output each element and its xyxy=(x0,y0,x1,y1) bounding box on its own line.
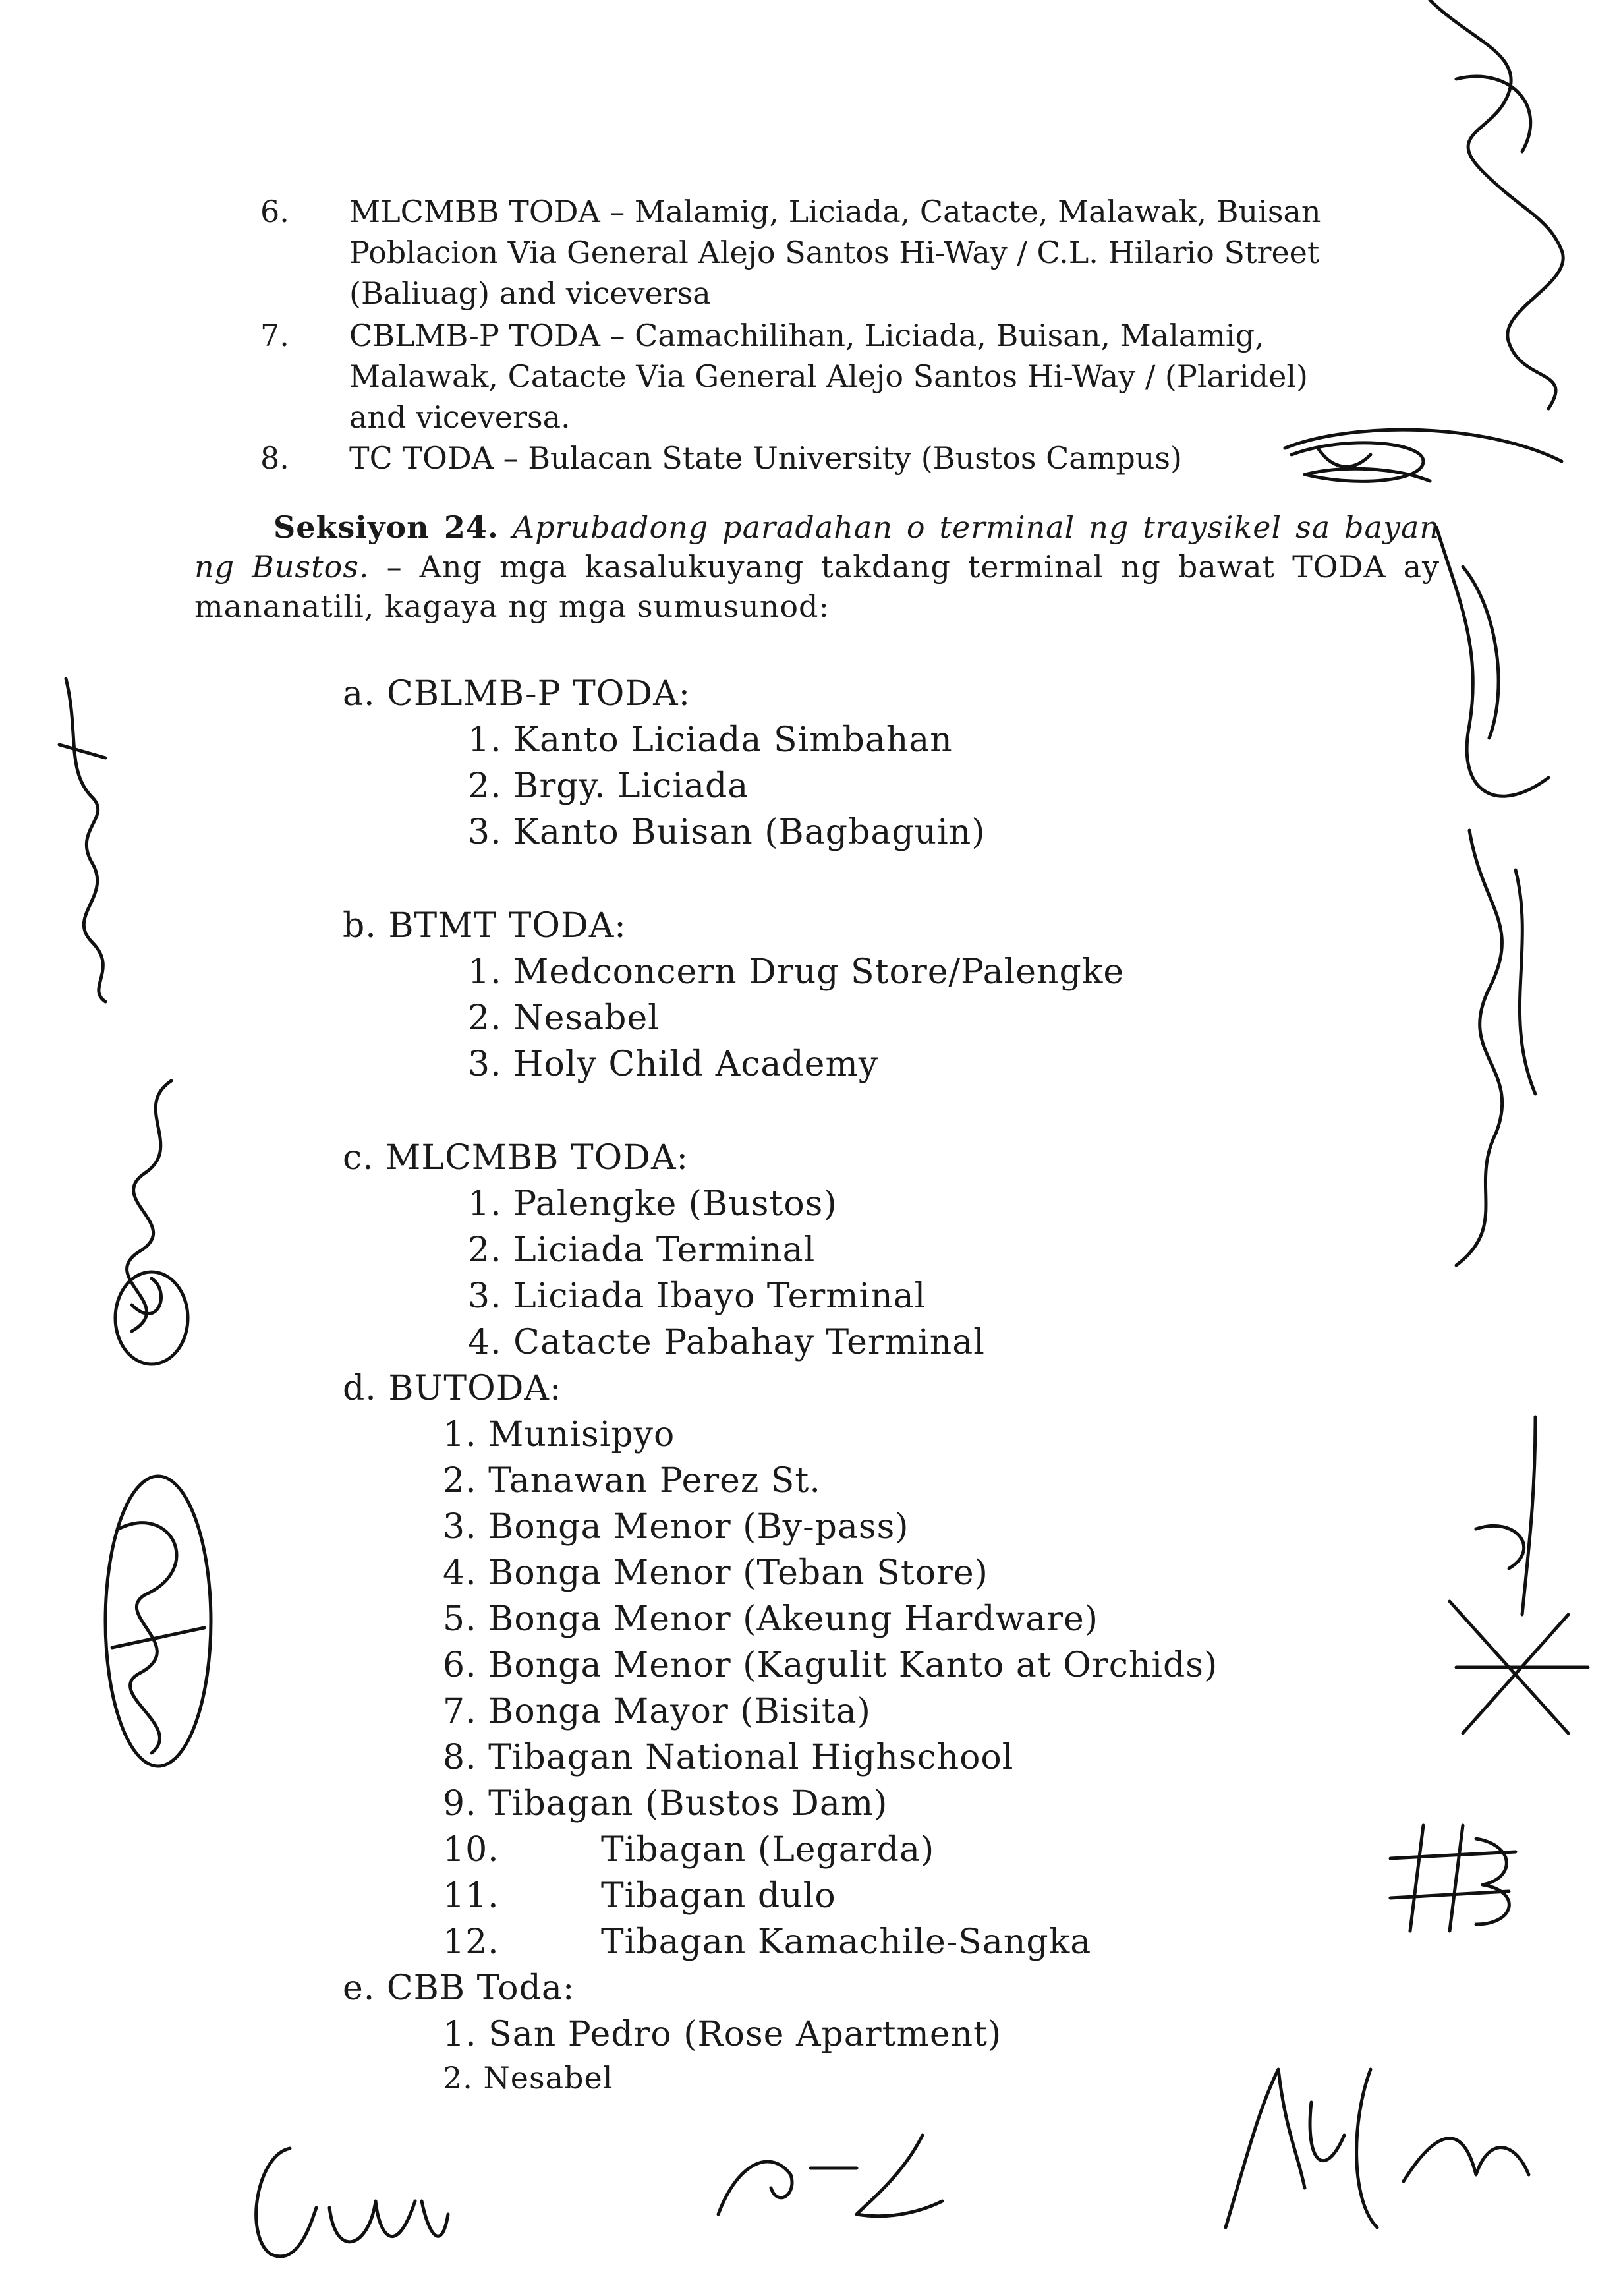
route-line: Malawak, Catacte Via General Alejo Santos Hi-Way / (Plaridel) xyxy=(349,359,1308,394)
terminal-item: 2. Liciada Terminal xyxy=(468,1230,816,1270)
terminal-item: 12. Tibagan Kamachile-Sangka xyxy=(443,1922,1092,1962)
terminal-item: 2. Nesabel xyxy=(443,2060,613,2096)
route-number: 8. xyxy=(260,440,289,476)
terminal-item: 9. Tibagan (Bustos Dam) xyxy=(443,1784,888,1823)
toda-heading: d. BUTODA: xyxy=(343,1369,562,1408)
signature-right-loop xyxy=(1292,428,1436,507)
signature-right-hash xyxy=(1384,1812,1529,1944)
signature-bottom-center xyxy=(712,2122,949,2227)
terminal-item: 8. Tibagan National Highschool xyxy=(443,1738,1014,1777)
signature-left-top xyxy=(53,666,132,1008)
route-line: and viceversa. xyxy=(349,399,571,435)
signature-right-middle xyxy=(1417,514,1588,830)
terminal-item: 5. Bonga Menor (Akeung Hardware) xyxy=(443,1599,1099,1639)
toda-heading: c. MLCMBB TODA: xyxy=(343,1138,689,1178)
route-number: 6. xyxy=(260,194,289,229)
terminal-item: 11. Tibagan dulo xyxy=(443,1876,836,1916)
route-line: MLCMBB TODA – Malamig, Liciada, Catacte, Malawak, Buisan xyxy=(349,194,1321,229)
route-item-7 xyxy=(260,315,1440,440)
route-item-6 xyxy=(260,191,1440,316)
toda-heading: b. BTMT TODA: xyxy=(343,906,627,946)
terminal-item: 3. Kanto Buisan (Bagbaguin) xyxy=(468,813,986,852)
terminal-item: 10. Tibagan (Legarda) xyxy=(443,1830,935,1870)
route-line: CBLMB-P TODA – Camachilihan, Liciada, Buisan, Malamig, xyxy=(349,318,1264,353)
toda-heading: a. CBLMB-P TODA: xyxy=(343,674,691,714)
terminal-item: 1. Munisipyo xyxy=(443,1415,675,1454)
terminal-item: 2. Nesabel xyxy=(468,998,660,1038)
terminal-item: 3. Liciada Ibayo Terminal xyxy=(468,1277,926,1316)
toda-heading: e. CBB Toda: xyxy=(343,1968,575,2008)
signature-left-middle xyxy=(92,1068,211,1371)
signature-right-vertical xyxy=(1430,817,1588,1278)
section-body: – Ang mga kasalukuyang takdang terminal ng bawat TODA ay mananatili, kagaya ng mga sumusunod: xyxy=(194,549,1440,624)
section-24-paragraph xyxy=(194,507,1440,626)
terminal-item: 4. Bonga Menor (Teban Store) xyxy=(443,1553,988,1593)
terminal-item: 6. Bonga Menor (Kagulit Kanto at Orchids) xyxy=(443,1646,1218,1685)
route-number: 7. xyxy=(260,318,289,353)
terminal-item: 7. Bonga Mayor (Bisita) xyxy=(443,1692,871,1731)
route-line: TC TODA – Bulacan State University (Bustos Campus) xyxy=(349,440,1182,476)
terminal-item: 1. Palengke (Bustos) xyxy=(468,1184,838,1224)
route-item-8 xyxy=(260,438,1440,480)
route-line: Poblacion Via General Alejo Santos Hi-Way / C.L. Hilario Street xyxy=(349,235,1320,270)
terminal-item: 1. Medconcern Drug Store/Palengke xyxy=(468,952,1125,992)
route-line: (Baliuag) and viceversa xyxy=(349,275,711,311)
terminal-item: 1. San Pedro (Rose Apartment) xyxy=(443,2015,1002,2054)
signature-bottom-left xyxy=(244,2129,468,2274)
section-number: Seksiyon 24. xyxy=(273,509,499,545)
terminal-item: 2. Brgy. Liciada xyxy=(468,766,749,806)
terminal-item: 3. Bonga Menor (By-pass) xyxy=(443,1507,909,1547)
terminal-item: 1. Kanto Liciada Simbahan xyxy=(468,720,953,760)
terminal-item: 4. Catacte Pabahay Terminal xyxy=(468,1323,985,1362)
signature-bottom-right xyxy=(1186,2030,1555,2247)
section-title: Aprubadong paradahan o terminal ng traysikel sa bayan ng Bustos. xyxy=(194,509,1440,585)
signature-right-top xyxy=(1417,0,1614,422)
signature-left-bottom xyxy=(86,1450,231,1793)
terminal-item: 2. Tanawan Perez St. xyxy=(443,1461,821,1501)
signature-right-star xyxy=(1436,1417,1608,1760)
terminal-item: 3. Holy Child Academy xyxy=(468,1045,879,1084)
